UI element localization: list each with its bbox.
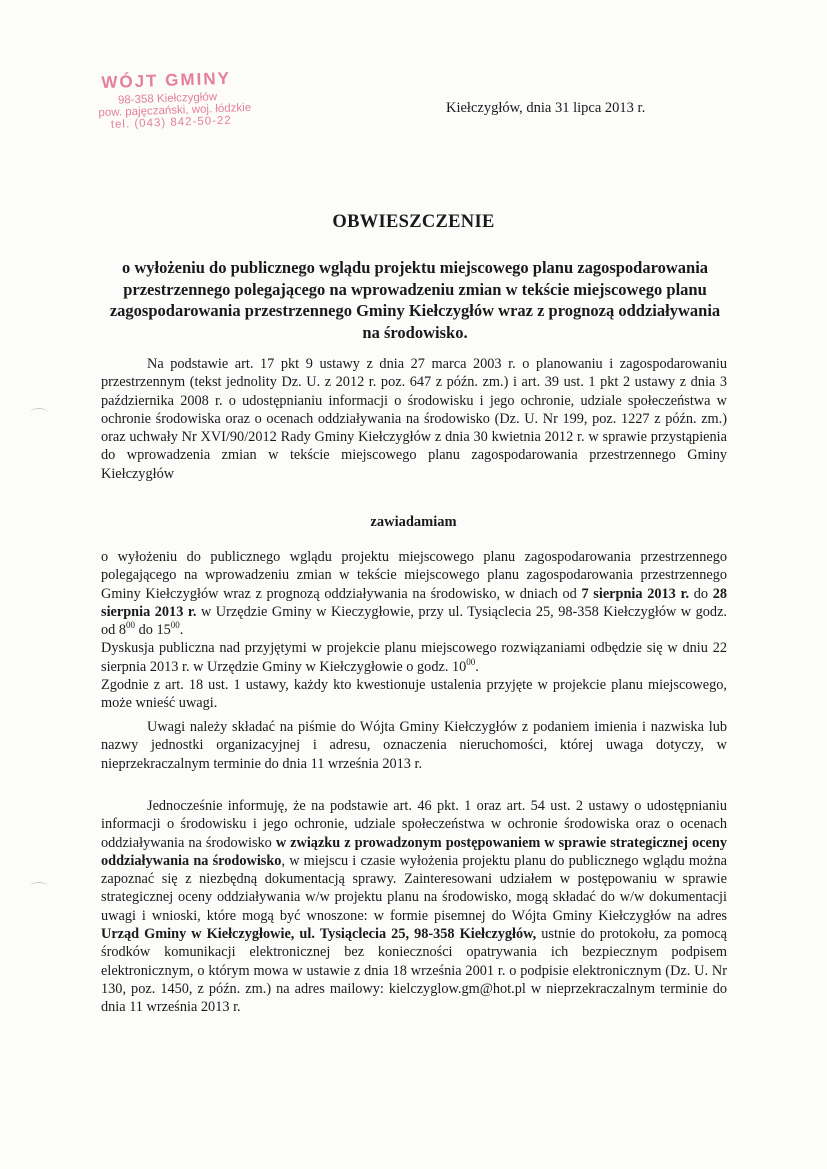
notice-paragraph bbox=[101, 548, 727, 713]
notice-text: . bbox=[475, 658, 479, 675]
stamp-postal: 98-358 Kiełczygłów bbox=[117, 91, 218, 107]
comments-paragraph: Uwagi należy składać na piśmie do Wójta Gminy Kiełczygłów z podaniem imienia i nazwiska lub nazwy jednostki organizacyjnej i adresu, oznaczenia nieruchomości, której uwaga dotyczy, w nieprzekraczalnym terminie do dnia 11 września 2013 r. bbox=[101, 719, 727, 772]
stamp-title: WÓJT GMINY bbox=[101, 68, 232, 93]
notice-text: o wyłożeniu do publicznego wglądu projektu miejscowego planu zagospodarowania przestrzennego polegającego na wprowadzeniu zmian w tekście miejscowego planu zagospodarowania przestrzennego Gminy Kiełczygłów wraz z prognozą oddziaływania na środowisko, w dniach od bbox=[101, 549, 727, 602]
notice-text: . bbox=[179, 622, 184, 639]
env-bold-procedure: w związku z prowadzonym postępowaniem w sprawie strategicznej oceny oddziaływania na środowisko bbox=[101, 834, 727, 869]
environment-paragraph bbox=[101, 797, 727, 1017]
objection-text: Zgodnie z art. 18 ust. 1 ustawy, każdy kto kwestionuje ustalenia przyjęte w projekcie planu miejscowego, może wnieść uwagi. bbox=[101, 677, 727, 712]
hour-sup: 00 bbox=[466, 656, 476, 667]
notice-text: w Urzędzie Gminy w Kieczygłowie, przy ul. Tysiąclecia 25, 98-358 Kiełczygłów w godz. od 8 bbox=[101, 603, 727, 639]
scan-margin-mark bbox=[30, 408, 48, 417]
notice-text: do 15 bbox=[135, 622, 171, 639]
date-from: 7 sierpnia 2013 r. bbox=[581, 585, 690, 602]
document-subtitle: o wyłożeniu do publicznego wglądu projektu miejscowego planu zagospodarowania przestrzennego polegającego na wprowadzeniu zmian w tekście miejscowego planu zagospodarowania przestrzennego Gminy Kiełczygłów wraz z prognozą oddziaływania na środowisko. bbox=[109, 258, 721, 342]
hour-sup: 00 bbox=[126, 620, 136, 631]
env-text: , w miejscu i czasie wyłożenia projektu planu do publicznego wglądu można zapoznać się z niezbędną dokumentacją sprawy. Zainteresowani udziałem w postępowaniu w sprawie strategicznej oceny oddziaływania w/w projektu planu na środowisko, mogą składać do w/w dokumentacji uwagi i wnioski, które mogą być wnoszone: w formie pisemnej do Wójta Gminy Kiełczygłów na adres bbox=[101, 852, 727, 924]
notice-text: do bbox=[689, 585, 713, 602]
announce-heading: zawiadamiam bbox=[370, 514, 457, 530]
date-to: 28 sierpnia 2013 r. bbox=[101, 585, 727, 620]
document-title: OBWIESZCZENIE bbox=[332, 212, 495, 232]
env-text: Jednocześnie informuję, że na podstawie art. 46 pkt. 1 oraz art. 54 ust. 2 ustawy o udostępnianiu informacji o środowisku i jego ochronie, udziale społeczeństwa w ochronie środowiska oraz o ocenach oddziaływania na środowisko bbox=[101, 798, 727, 851]
env-text: ustnie do protokołu, za pomocą środków komunikacji elektronicznej bez konieczności opatrywania ich bezpiecznym podpisem elektronicznym, o którym mowa w ustawie z dnia 18 września 2001 r. o podpisie elektronicznym (Dz. U. Nr 130, poz. 1450, z późn. zm.) na adres mailowy: kielczyglow.gm@hot.pl w nieprzekraczalnym terminie do dnia 11 września 2013 r. bbox=[101, 926, 727, 1016]
document-date: Kiełczygłów, dnia 31 lipca 2013 r. bbox=[446, 100, 646, 116]
discussion-text: Dyskusja publiczna nad przyjętymi w projekcie planu miejscowego rozwiązaniami odbędzie się w dniu 22 sierpnia 2013 r. w Urzędzie Gminy w Kiełczygłowie o godz. 10 bbox=[101, 640, 727, 675]
intro-paragraph: Na podstawie art. 17 pkt 9 ustawy z dnia 27 marca 2003 r. o planowaniu i zagospodarowaniu przestrzennym (tekst jednolity Dz. U. z 2012 r. poz. 647 z późn. zm.) i art. 39 ust. 1 pkt 2 ustawy z dnia 3 października 2008 r. o udostępnianiu informacji o środowisku i jego ochronie, udziale społeczeństwa w ochronie środowiska oraz o ocenach oddziaływania na środowisko (Dz. U. Nr 199, poz. 1227 z późn. zm.) oraz uchwały Nr XVI/90/2012 Rady Gminy Kiełczygłów z dnia 30 kwietnia 2012 r. w sprawie przystąpienia do wprowadzenia zmian w tekście miejscowego planu zagospodarowania przestrzennego Gminy Kiełczygłów bbox=[101, 356, 727, 482]
stamp-phone: tel. (043) 842-50-22 bbox=[110, 114, 233, 131]
env-bold-address: Urząd Gminy w Kiełczygłowie, ul. Tysiąclecia 25, 98-358 Kiełczygłów, bbox=[101, 926, 537, 943]
official-stamp bbox=[91, 67, 293, 132]
hour-sup: 00 bbox=[170, 620, 180, 631]
scan-margin-mark bbox=[30, 882, 48, 891]
stamp-region: pow. pajęczański, woj. łódzkie bbox=[98, 101, 252, 120]
